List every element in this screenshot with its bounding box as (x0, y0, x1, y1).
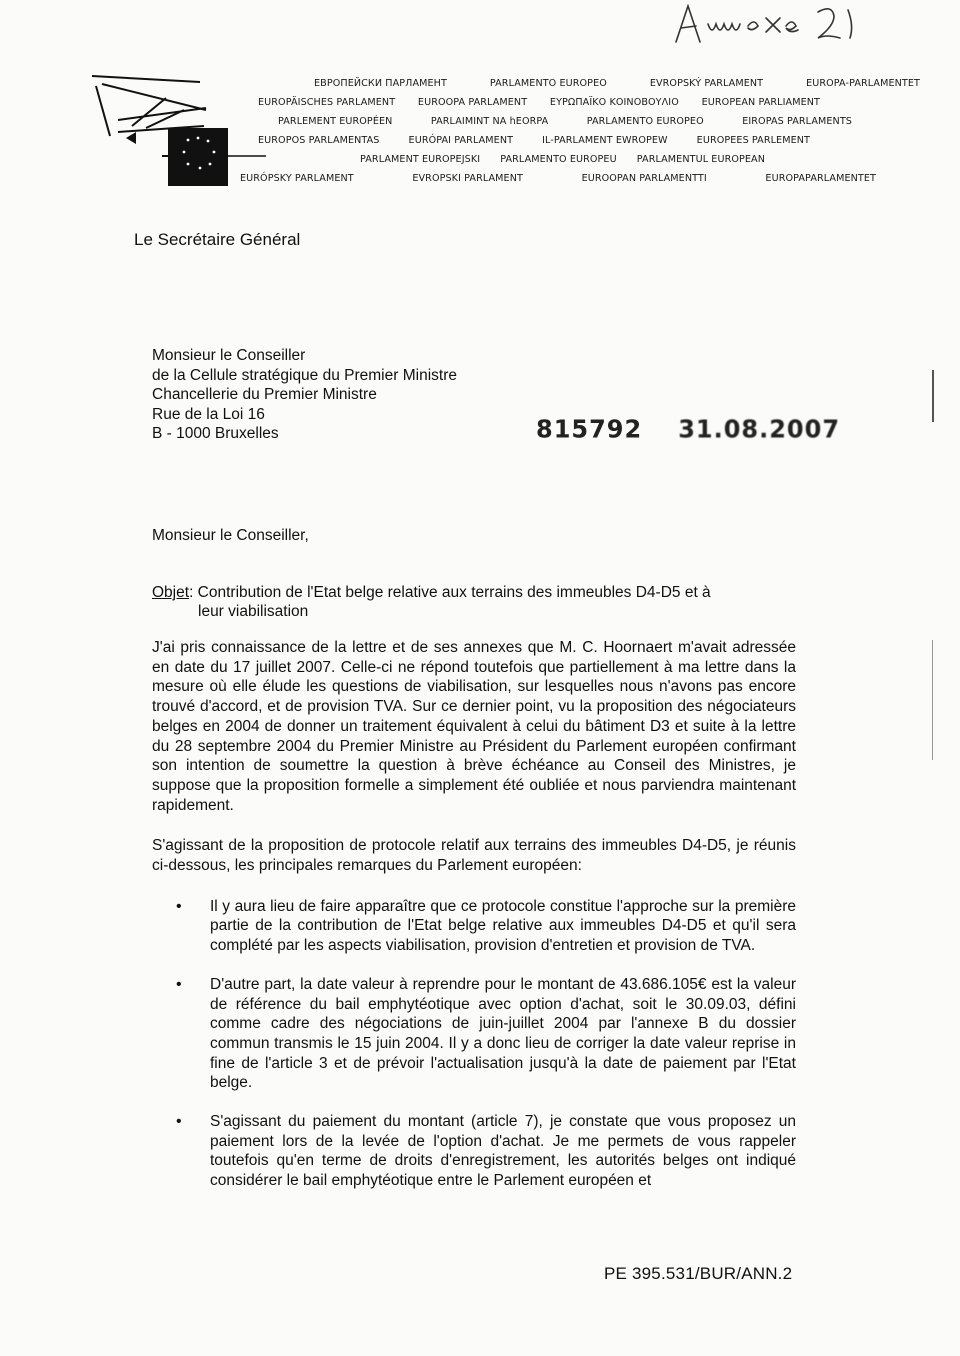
header-institution-name: EIROPAS PARLAMENTS (742, 116, 852, 127)
header-line (240, 150, 920, 169)
subject-line (152, 583, 802, 621)
scan-mark (932, 370, 934, 422)
header-institution-name: EURÓPSKY PARLAMENT (240, 173, 354, 184)
institution-names-header (240, 74, 920, 188)
subject-text: : Contribution de l'Etat belge relative aux terrains des immeubles D4-D5 et à (189, 584, 711, 601)
recipient-line: Rue de la Loi 16 (152, 405, 265, 423)
header-institution-name: EVROPSKÝ PARLAMENT (649, 78, 764, 89)
header-institution-name: PARLEMENT EUROPÉEN (278, 116, 393, 127)
stamp-number: 815792 (536, 414, 643, 444)
header-institution-name: EUROOPA PARLAMENT (417, 97, 528, 108)
registration-stamp (536, 414, 876, 443)
header-institution-name: PARLAMENTO EUROPEO (586, 116, 704, 127)
paragraph: J'ai pris connaissance de la lettre et de ses annexes que M. C. Hoornaert m'avait adressée en date du 17 juillet 2007. Celle-ci ne répond toutefois que partiellement à ma lettre dans la mesure où elle élude les questions de viabilisation, sur lesquelles nous n'avons pas encore trouvé d'accord, et de provision TVA. Sur ce dernier point, vu la proposition des négociateurs belges en 2004 de donner un traitement équivalent à celui du bâtiment D3 et suite à la lettre du 28 septembre 2004 du Premier Ministre au Président du Parlement européen confirmant son intention de soumettre la question à brève échéance au Conseil des Ministres, je suppose que la proposition formelle a simplement été oubliée et nous parviendra maintenant rapidement. (152, 639, 796, 814)
header-institution-name: EUROPAPARLAMENTET (765, 173, 876, 184)
recipient-line: B - 1000 Bruxelles (152, 425, 279, 443)
subject-label: Objet (152, 584, 190, 601)
handwriting-icon (668, 2, 868, 46)
subject-continuation: leur viabilisation (198, 603, 309, 620)
salutation: Monsieur le Conseiller, (152, 527, 309, 544)
header-line (240, 93, 920, 112)
handwritten-annotation (668, 2, 868, 46)
header-institution-name: PARLAMENTUL EUROPEAN (636, 154, 765, 165)
header-line (240, 112, 920, 131)
header-institution-name: EURÓPAI PARLAMENT (408, 135, 514, 146)
header-institution-name: EUROPOS PARLAMENTAS (258, 135, 380, 146)
header-institution-name: PARLAMENTO EUROPEU (500, 154, 617, 165)
sender-title: Le Secrétaire Général (134, 230, 301, 249)
recipient-line: Monsieur le Conseiller (152, 347, 306, 364)
letter-body (152, 638, 796, 1210)
document-reference: PE 395.531/BUR/ANN.2 (604, 1264, 793, 1283)
list-item: • D'autre part, la date valeur à reprendre pour le montant de 43.686.105€ est la valeur de référence du bail emphytéotique avec option d'achat, soit le 30.09.03, défini comme cadre des négociations de juin-juillet 2004 par l'annexe B du dossier commun transmis le 15 juin 2004. Il y a donc lieu de corriger la date valeur reprise in fine de l'article 3 et de prévoir l'actualisation jusqu'à la date de paiement par l'Etat belge. (152, 975, 796, 1093)
recipient-address (152, 346, 457, 444)
header-institution-name: EUROPEAN PARLIAMENT (701, 97, 820, 108)
recipient-line: de la Cellule stratégique du Premier Ministre (152, 366, 457, 384)
header-line (240, 169, 920, 188)
header-institution-name: EVROPSKI PARLAMENT (412, 173, 523, 184)
header-line (240, 131, 920, 150)
header-institution-name: EUROPA-PARLAMENTET (806, 78, 920, 89)
header-institution-name: PARLAMENTO EUROPEO (489, 78, 607, 89)
header-institution-name: EUROPEES PARLEMENT (696, 135, 810, 146)
remarks-list (152, 897, 796, 1191)
header-institution-name: EUROPÄISCHES PARLAMENT (258, 97, 396, 108)
list-item: • S'agissant du paiement du montant (article 7), je constate que vous proposez un paiement lors de la levée de l'option d'achat. Je me permets de vous rappeler toutefois qu'en terme de droits d'enregistrement, les autorités belges ont indiqué considérer le bail emphytéotique entre le Parlement européen et (152, 1112, 796, 1191)
header-institution-name: PARLAMENT EUROPEJSKI (360, 154, 481, 165)
header-institution-name: ΕΥΡΩΠΑΪΚΟ ΚΟΙΝΟΒΟΥΛΙΟ (549, 97, 679, 108)
stamp-date: 31.08.2007 (678, 414, 841, 444)
header-institution-name: ЕВРОПЕЙСКИ ПАРЛАМЕНТ (314, 78, 447, 89)
scan-mark (932, 640, 933, 760)
header-institution-name: PARLAIMINT NA hEORPA (430, 116, 549, 127)
header-institution-name: EUROOPAN PARLAMENTTI (581, 173, 707, 184)
recipient-line: Chancellerie du Premier Ministre (152, 386, 377, 404)
header-institution-name: IL-PARLAMENT EWROPEW (542, 135, 668, 146)
header-line (240, 74, 920, 93)
list-item: • Il y aura lieu de faire apparaître que ce protocole constitue l'approche sur la première partie de la contribution de l'Etat belge relative aux immeubles D4-D5 et qu'il sera complété par les aspects viabilisation, provision d'entretien et provision de TVA. (152, 897, 796, 956)
paragraph: S'agissant de la proposition de protocole relatif aux terrains des immeubles D4-D5, je réunis ci-dessous, les principales remarques du Parlement européen: (152, 837, 796, 875)
